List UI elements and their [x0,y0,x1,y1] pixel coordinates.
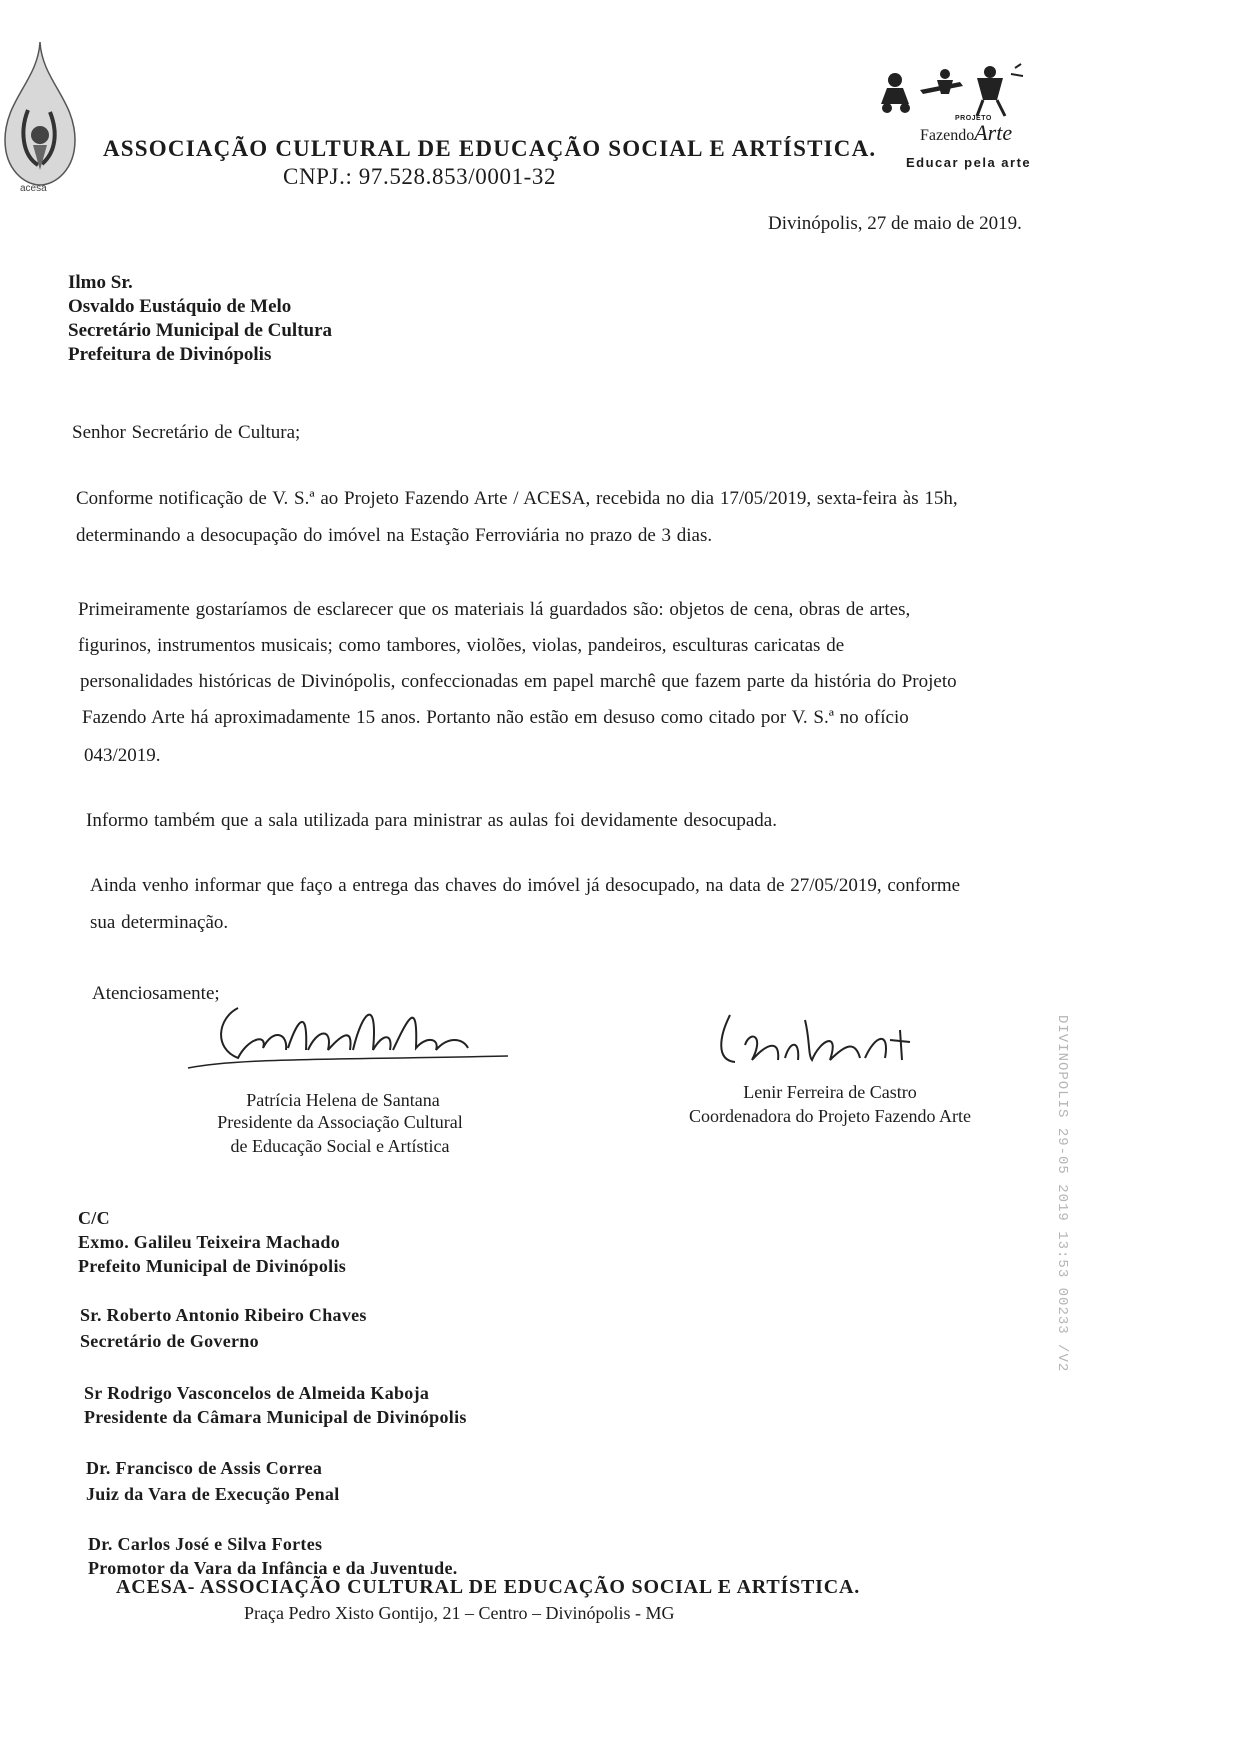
signatory-right-name: Lenir Ferreira de Castro [743,1082,917,1102]
signatory-left-name: Patrícia Helena de Santana [246,1090,440,1110]
project-logo-small-label: PROJETO [955,115,992,122]
paragraph-2-line: personalidades históricas de Divinópolis, confeccionadas em papel marchê que fazem parte da história do Projeto [80,671,957,692]
signature-right [690,1000,960,1085]
org-cnpj: CNPJ.: 97.528.853/0001-32 [283,164,557,189]
cc-name: Sr. Roberto Antonio Ribeiro Chaves [80,1305,367,1325]
cc-role: Secretário de Governo [80,1331,259,1351]
paragraph-2-line: figurinos, instrumentos musicais; como tambores, violões, violas, pandeiros, esculturas caricatas de [78,635,845,656]
footer-org-title: ACESA- ASSOCIAÇÃO CULTURAL DE EDUCAÇÃO SOCIAL E ARTÍSTICA. [116,1576,861,1598]
cc-role: Presidente da Câmara Municipal de Divinópolis [84,1407,467,1427]
closing: Atenciosamente; [92,983,220,1004]
signatory-left-title: Presidente da Associação Cultural [217,1112,463,1132]
recipient-line: Secretário Municipal de Cultura [68,320,333,341]
fazendo-arte-logo [865,60,1025,170]
cc-name: Exmo. Galileu Teixeira Machado [78,1232,341,1252]
paragraph-3: Informo também que a sala utilizada para ministrar as aulas foi devidamente desocupada. [86,810,777,831]
acesa-logo [0,40,80,195]
project-logo-name [920,120,1012,146]
org-title: ASSOCIAÇÃO CULTURAL DE EDUCAÇÃO SOCIAL E ARTÍSTICA. [103,136,877,161]
footer-address: Praça Pedro Xisto Gontijo, 21 – Centro – Divinópolis - MG [244,1603,675,1623]
project-logo-name-a: Fazendo [920,127,975,144]
paragraph-4-line: Ainda venho informar que faço a entrega das chaves do imóvel já desocupado, na data de 27/05/2019, conforme [90,875,961,896]
cc-name: Dr. Carlos José e Silva Fortes [88,1534,323,1554]
recipient-line: Osvaldo Eustáquio de Melo [68,296,292,317]
signatory-right-title: Coordenadora do Projeto Fazendo Arte [689,1106,971,1126]
paragraph-2-line: Primeiramente gostaríamos de esclarecer que os materiais lá guardados são: objetos de cena, obras de artes, [78,599,911,620]
paragraph-2-line: 043/2019. [84,745,161,766]
date-line: Divinópolis, 27 de maio de 2019. [768,213,1022,234]
paragraph-4-line: sua determinação. [90,912,229,933]
project-logo-tagline: Educar pela arte [906,155,1032,170]
recipient-line: Ilmo Sr. [68,272,133,293]
protocol-stamp: DIVINOPOLIS 29-05 2019 13:53 00233 /V2 [1054,1015,1070,1373]
cc-name: Sr Rodrigo Vasconcelos de Almeida Kaboja [84,1383,430,1403]
signature-left [178,988,518,1088]
salutation: Senhor Secretário de Cultura; [72,422,301,443]
left-logo-text: acesa [20,183,47,194]
paragraph-1-line: determinando a desocupação do imóvel na Estação Ferroviária no prazo de 3 dias. [76,525,713,546]
cc-role: Promotor da Vara da Infância e da Juventude. [88,1558,458,1578]
signatory-left-title: de Educação Social e Artística [230,1136,450,1156]
cc-role: Prefeito Municipal de Divinópolis [78,1256,347,1276]
cc-label: C/C [78,1208,110,1228]
cc-role: Juiz da Vara de Execução Penal [86,1484,340,1504]
recipient-line: Prefeitura de Divinópolis [68,344,272,365]
paragraph-1-line: Conforme notificação de V. S.ª ao Projeto Fazendo Arte / ACESA, recebida no dia 17/05/2019, sexta-feira às 15h, [76,488,958,509]
cc-name: Dr. Francisco de Assis Correa [86,1458,323,1478]
project-logo-name-b: Arte [974,120,1013,145]
paragraph-2-line: Fazendo Arte há aproximadamente 15 anos. Portanto não estão em desuso como citado por V. S.ª no ofício [82,707,909,728]
